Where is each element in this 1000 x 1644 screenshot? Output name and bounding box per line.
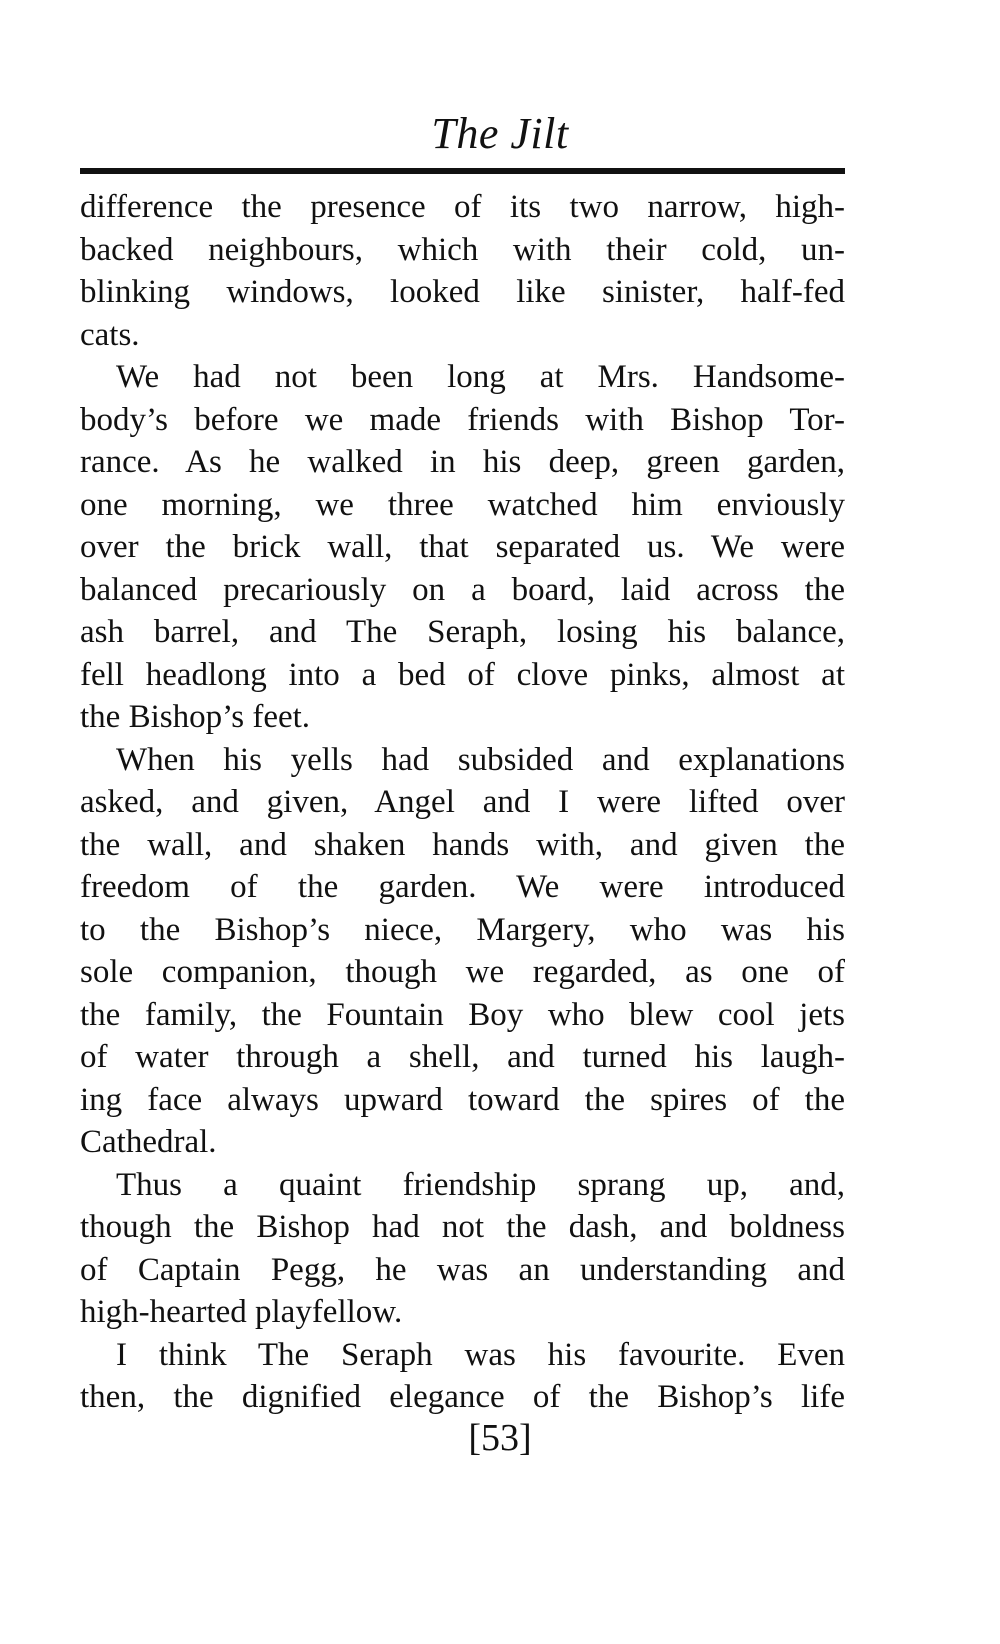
text-line: high-hearted playfellow. (80, 1294, 403, 1330)
text-line: ash barrel, and The Seraph, losing his balance, (80, 614, 845, 650)
text-line: I think The Seraph was his favourite. Even (116, 1336, 845, 1373)
text-line: one morning, we three watched him enviously (80, 486, 845, 523)
header-rule (80, 168, 845, 174)
running-head: The Jilt (431, 109, 569, 158)
text-line: of Captain Pegg, he was an understanding and (80, 1251, 845, 1288)
text-line: of water through a shell, and turned his laugh- (80, 1039, 845, 1075)
text-line: fell headlong into a bed of clove pinks, almost at (80, 656, 845, 693)
text-line: then, the dignified elegance of the Bishop’s life (80, 1379, 845, 1415)
text-line: blinking windows, looked like sinister, half-fed (80, 274, 845, 310)
text-line: Cathedral. (80, 1124, 217, 1160)
text-line: sole companion, though we regarded, as one of (80, 954, 845, 990)
text-line: the family, the Fountain Boy who blew cool jets (80, 996, 845, 1033)
text-line: the Bishop’s feet. (80, 699, 311, 735)
text-line: though the Bishop had not the dash, and boldness (80, 1209, 845, 1245)
text-line: We had not been long at Mrs. Handsome- (116, 359, 845, 395)
text-line: body’s before we made friends with Bishop Tor- (80, 401, 845, 438)
text-line: the wall, and shaken hands with, and given the (80, 826, 845, 863)
text-line: asked, and given, Angel and I were lifted over (80, 784, 845, 820)
text-line: When his yells had subsided and explanations (116, 741, 845, 778)
text-line: Thus a quaint friendship sprang up, and, (116, 1166, 845, 1203)
text-line: freedom of the garden. We were introduced (80, 869, 845, 905)
text-line: over the brick wall, that separated us. We were (80, 529, 845, 565)
page-number: [53] (468, 1417, 532, 1459)
text-line: ing face always upward toward the spires of the (80, 1081, 845, 1118)
text-line: cats. (80, 316, 140, 353)
text-line: difference the presence of its two narrow, high- (80, 189, 845, 225)
text-line: backed neighbours, which with their cold, un- (80, 231, 845, 268)
text-line: to the Bishop’s niece, Margery, who was his (80, 911, 845, 948)
text-line: rance. As he walked in his deep, green garden, (80, 444, 845, 480)
text-line: balanced precariously on a board, laid across the (80, 571, 845, 608)
body-text (80, 186, 845, 1419)
